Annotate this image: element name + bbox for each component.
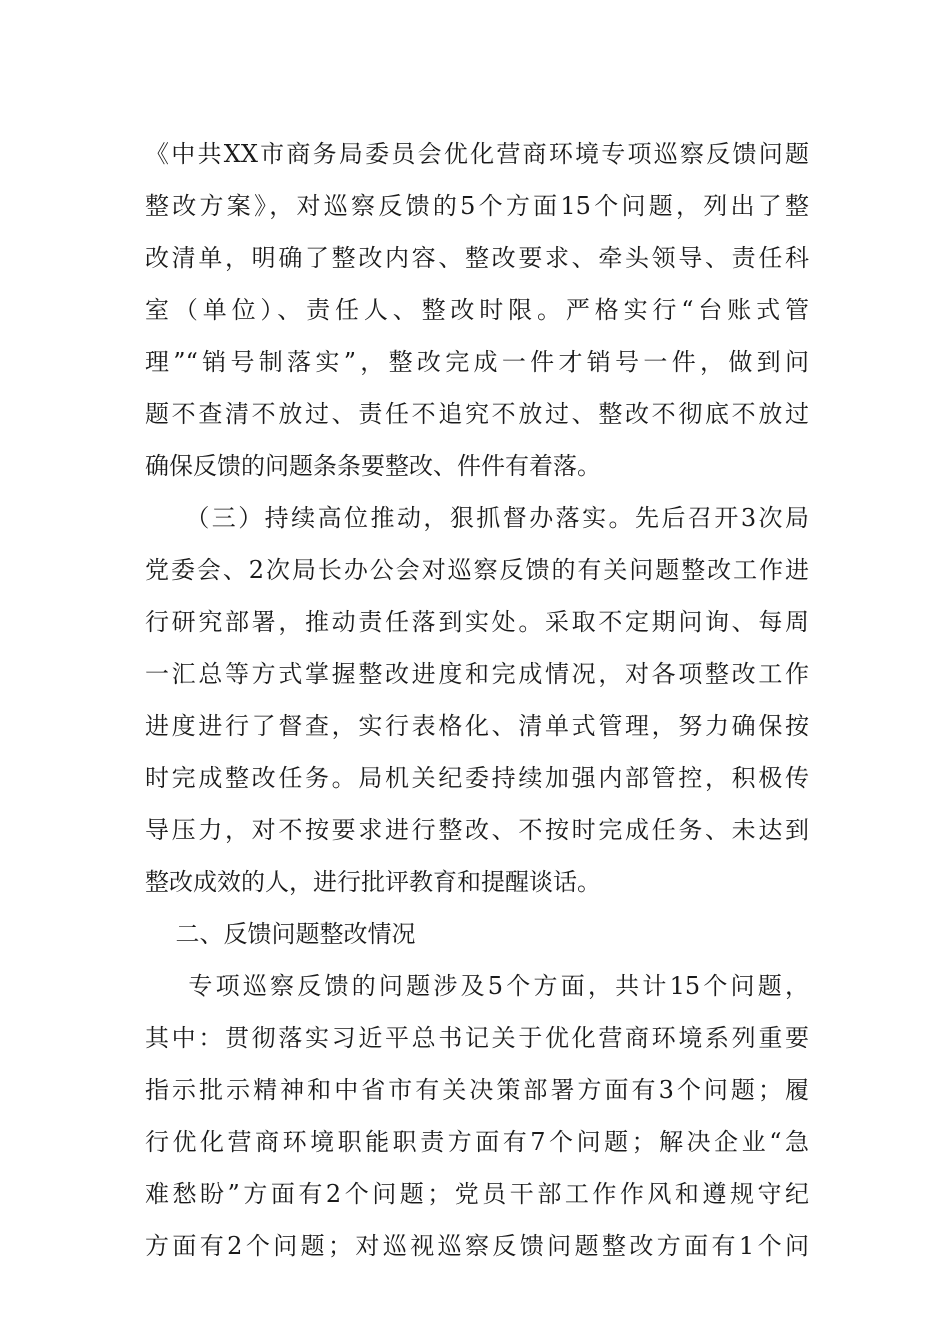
text-line: 专项巡察反馈的问题涉及5个方面，共计15个问题， — [145, 972, 809, 1000]
text-line: 行研究部署，推动责任落到实处。采取不定期问询、每周 — [145, 608, 809, 636]
text-line: 导压力，对不按要求进行整改、不按时完成任务、未达到 — [145, 816, 809, 844]
text-line: 行优化营商环境职能职责方面有7个问题；解决企业“急 — [145, 1128, 809, 1156]
text-line: 其中：贯彻落实习近平总书记关于优化营商环境系列重要 — [145, 1024, 809, 1052]
text-line: 一汇总等方式掌握整改进度和完成情况，对各项整改工作 — [145, 660, 809, 688]
document-body — [145, 128, 809, 1272]
text-line: 理”“销号制落实”，整改完成一件才销号一件，做到问 — [145, 348, 809, 376]
paragraph-feedback-summary — [145, 960, 809, 1272]
text-line: 进度进行了督查，实行表格化、清单式管理，努力确保按 — [145, 712, 809, 740]
paragraph-rectification-plan — [145, 128, 809, 492]
text-line: 改清单，明确了整改内容、整改要求、牵头领导、责任科 — [145, 244, 809, 272]
paragraph-supervision — [145, 492, 809, 908]
text-line: 难愁盼”方面有2个问题；党员干部工作作风和遵规守纪 — [145, 1180, 809, 1208]
text-line: 时完成整改任务。局机关纪委持续加强内部管控，积极传 — [145, 764, 809, 792]
section-heading: 二、反馈问题整改情况 — [145, 920, 416, 948]
text-line: 室（单位）、责任人、整改时限。严格实行“台账式管 — [145, 296, 809, 324]
text-line: 整改成效的人，进行批评教育和提醒谈话。 — [145, 868, 601, 896]
text-line: 指示批示精神和中省市有关决策部署方面有3个问题；履 — [145, 1076, 809, 1104]
text-line: 《中共XX市商务局委员会优化营商环境专项巡察反馈问题 — [145, 140, 809, 168]
text-line: 题不查清不放过、责任不追究不放过、整改不彻底不放过 — [145, 400, 809, 428]
text-line: 确保反馈的问题条条要整改、件件有着落。 — [145, 452, 601, 480]
text-line: 整改方案》，对巡察反馈的5个方面15个问题，列出了整 — [145, 192, 809, 220]
text-line: 党委会、2次局长办公会对巡察反馈的有关问题整改工作进 — [145, 556, 809, 584]
text-line: 方面有2个问题；对巡视巡察反馈问题整改方面有1个问 — [145, 1232, 809, 1260]
text-line: （三）持续高位推动，狠抓督办落实。先后召开3次局 — [145, 504, 809, 532]
